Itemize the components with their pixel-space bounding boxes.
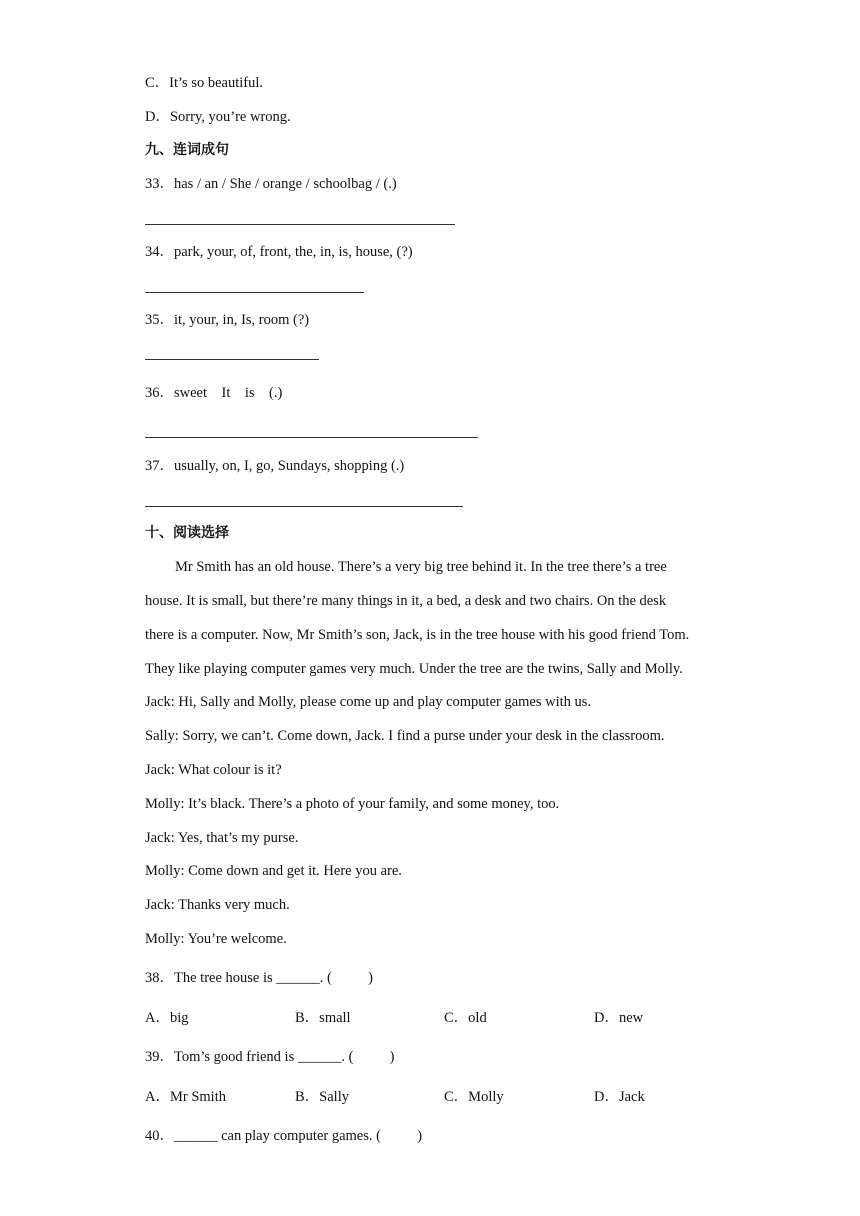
question-40: 40．______ can play computer games. ( ) bbox=[145, 1128, 423, 1144]
answer-line-33[interactable] bbox=[145, 224, 455, 225]
dialogue-line: Molly: It’s black. There’s a photo of your family, and some money, too. bbox=[145, 796, 560, 812]
q39-option-b[interactable]: B．Sally bbox=[295, 1089, 349, 1105]
answer-line-34[interactable] bbox=[145, 292, 364, 293]
option-c: C．It’s so beautiful. bbox=[145, 75, 264, 91]
passage-line: They like playing computer games very much. Under the tree are the twins, Sally and Molly. bbox=[145, 661, 683, 677]
answer-line-35[interactable] bbox=[145, 359, 319, 360]
section-heading-sentence-building: 九、连词成句 bbox=[145, 142, 229, 158]
passage-line: there is a computer. Now, Mr Smith’s son, Jack, is in the tree house with his good friend Tom. bbox=[145, 627, 690, 643]
q39-option-a[interactable]: A．Mr Smith bbox=[145, 1089, 226, 1105]
section-heading-reading: 十、阅读选择 bbox=[145, 525, 229, 541]
answer-line-37[interactable] bbox=[145, 506, 463, 507]
q39-option-c[interactable]: C．Molly bbox=[444, 1089, 504, 1105]
question-38: 38．The tree house is ______. ( ) bbox=[145, 970, 373, 986]
question-37: 37．usually, on, I, go, Sundays, shopping (.) bbox=[145, 458, 405, 474]
answer-line-36[interactable] bbox=[145, 437, 478, 438]
q38-option-b[interactable]: B．small bbox=[295, 1010, 351, 1026]
question-35: 35．it, your, in, Is, room (?) bbox=[145, 312, 310, 328]
q38-option-c[interactable]: C．old bbox=[444, 1010, 487, 1026]
dialogue-line: Molly: Come down and get it. Here you are. bbox=[145, 863, 402, 879]
dialogue-line: Molly: You’re welcome. bbox=[145, 931, 287, 947]
q39-option-d[interactable]: D．Jack bbox=[594, 1089, 645, 1105]
question-36: 36．sweet It is (.) bbox=[145, 385, 283, 401]
q38-option-d[interactable]: D．new bbox=[594, 1010, 644, 1026]
option-d: D．Sorry, you’re wrong. bbox=[145, 109, 291, 125]
dialogue-line: Jack: What colour is it? bbox=[145, 762, 282, 778]
dialogue-line: Sally: Sorry, we can’t. Come down, Jack. I find a purse under your desk in the classroom. bbox=[145, 728, 665, 744]
question-33: 33．has / an / She / orange / schoolbag / (.) bbox=[145, 176, 397, 192]
question-39: 39．Tom’s good friend is ______. ( ) bbox=[145, 1049, 395, 1065]
dialogue-line: Jack: Hi, Sally and Molly, please come up and play computer games with us. bbox=[145, 694, 592, 710]
dialogue-line: Jack: Thanks very much. bbox=[145, 897, 290, 913]
passage-line: house. It is small, but there’re many things in it, a bed, a desk and two chairs. On the desk bbox=[145, 593, 667, 609]
dialogue-line: Jack: Yes, that’s my purse. bbox=[145, 830, 299, 846]
passage-line: Mr Smith has an old house. There’s a very big tree behind it. In the tree there’s a tree bbox=[175, 559, 667, 575]
q38-option-a[interactable]: A．big bbox=[145, 1010, 189, 1026]
question-34: 34．park, your, of, front, the, in, is, house, (?) bbox=[145, 244, 413, 260]
